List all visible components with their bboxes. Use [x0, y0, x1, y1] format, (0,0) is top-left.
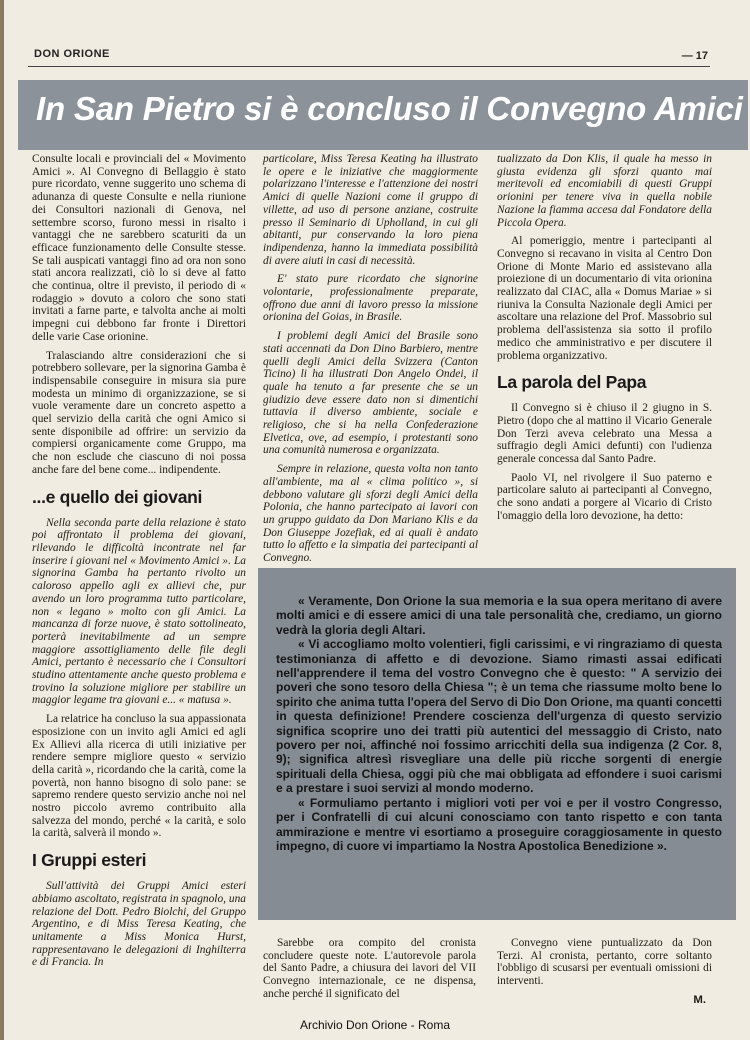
paragraph: E' stato pure ricordato che signorine volontarie, professionalmente preparate, offrono due anni di lavoro presso la missione orionina del Goias, in Brasile. — [263, 273, 478, 324]
header-rule — [28, 66, 710, 67]
subheading-gruppi-esteri: I Gruppi esteri — [32, 850, 147, 871]
paragraph: particolare, Miss Teresa Keating ha illustrato le opere e le iniziative che maggiormente polarizzano l'interesse e l'attenzione dei nostri Amici di quelle Nazioni come il gruppo di villette, ad uso di persone anziane, costruite presso il Seminario di Upholland, in cui gli abitanti, pur conservando la loro piena indipendenza, hanno la immediata possibilità di avere aiuti in casi di necessità. — [263, 153, 478, 267]
paragraph: Convegno viene puntualizzato da Don Terzi. Al cronista, pertanto, corre soltanto l'obbligo di scusarsi per eventuali omissioni di interventi. — [497, 937, 712, 988]
bottom-column-2 — [263, 937, 476, 1007]
bottom-column-3 — [497, 937, 712, 1007]
paragraph: Paolo VI, nel rivolgere il Suo paterno e particolare saluto ai partecipanti al Convegno, che sono andati a porgere al Vicario di Cristo l'omaggio della loro devozione, ha detto: — [497, 471, 712, 522]
article-title: In San Pietro si è concluso il Convegno Amici — [36, 90, 743, 127]
author-signature: M. — [693, 993, 706, 1006]
paragraph: Tralasciando altre considerazioni che si potrebbero sollevare, per la signorina Gamba è indispensabile conseguire in misura sia pure modesta un minimo di organizzazione, se si vuole veramente dare un concreto aspetto a quel servizio della carità che ogni Amico si sente disponibile ad offrire: un servizio da compiersi organicamente come Gruppo, ma che non esclude che ciascuno di noi possa anche fare del bene come... indipendente. — [32, 349, 246, 476]
paragraph: Nella seconda parte della relazione è stato poi affrontato il problema dei giovani, rilevando le difficoltà incontrate nel far inserire i giovani nel « Movimento Amici ». La signorina Gamba ha pertanto rivolto un caloroso appello agli ex allievi che, pur avendo un loro programma tutto particolare, non « legano » molto con gli Amici. La mancanza di forze nuove, è stato sottolineato, porterà inevitabilmente ad un sempre maggiore assottigliamento delle file degli Amici, pertanto è necessario che i Consultori studino attentamente anche questo problema e trovino la soluzione migliore per stabilire un maggior legame tra giovani e... « matusa ». — [32, 516, 246, 707]
column-1 — [32, 153, 246, 975]
page-number: — 17 — [681, 50, 708, 62]
paragraph: Il Convegno si è chiuso il 2 giugno in S. Pietro (dopo che al mattino il Vicario Generale Don Terzi aveva celebrato una Messa a suffragio degli Amici defunti) con l'udienza generale concessa dal Santo Padre. — [497, 402, 712, 466]
paragraph: Al pomeriggio, mentre i partecipanti al Convegno si recavano in visita al Centro Don Orione di Monte Mario ed assistevano alla proiezione di un documentario di vita orionina realizzato dal CIAC, alla « Domus Mariae » si riuniva la Consulta Nazionale degli Amici per ascoltare una relazione del Prof. Massobrio sul problema dell'assistenza sia sotto il profilo medico che amministrativo e per discutere il problema organizzativo. — [497, 235, 712, 362]
column-2 — [263, 153, 478, 590]
paragraph: I problemi degli Amici del Brasile sono stati accennati da Don Dino Barbiero, mentre quelli degli Amici della Svizzera (Canton Ticino) li ha illustrati Don Angelo Ondei, il quale ha tenuto a far presente che se un giudizio deve essere dato non si dimentichi tuttavia il diverso ambiente, sociale e religioso, che si ha nella Confederazione Elvetica, ove, ad esempio, i protestanti sono una comunità numerosa e organizzata. — [263, 330, 478, 457]
binding-gutter — [0, 0, 4, 1040]
paragraph: La relatrice ha concluso la sua appassionata esposizione con un invito agli Amici ed agli Ex Allievi alla ricerca di utili iniziative per rendere sempre migliore questo « servizio della carità », ricordando che la carità, come la povertà, non hanno bisogno di solo pane: se sapremo rendere questo servizio anche noi nel nostro piccolo avremo contribuito alla salvezza del mondo, perché « la carità, e solo la carità, salverà il mondo ». — [32, 713, 246, 840]
column-3 — [497, 153, 712, 529]
publication-name: DON ORIONE — [34, 48, 110, 60]
subheading-parola-papa: La parola del Papa — [497, 372, 647, 393]
quote-paragraph: « Veramente, Don Orione la sua memoria e la sua opera meritano di avere molti amici e di essere amici di una tale personalità che, crediamo, un giorno vedrà la gloria degli Altari. — [276, 594, 722, 637]
quote-paragraph: « Formuliamo pertanto i migliori voti per voi e per il vostro Congresso, per i Confratelli di cui alcuni conosciamo con tanto rispetto e con tanta ammirazione e mentre vi esortiamo a proseguire coraggiosamente in questo impegno, di cuore vi impartiamo la Nostra Apostolica Benedizione ». — [276, 795, 722, 853]
archive-footer — [0, 1018, 750, 1032]
papal-quote — [276, 594, 722, 853]
paragraph: Consulte locali e provinciali del « Movimento Amici ». Al Convegno di Bellaggio è stato pure ricordato, venne suggerito uno schema di adunanza di queste Consulte e nella riunione dei Consultori nazionali di Genova, nel settembre scorso, furono messi in risalto i vantaggi che ne sarebbero scaturiti da un efficace funzionamento delle Consulte stesse. Se tali auspicati vantaggi fino ad ora non sono stati ancora realizzati, ciò lo si deve al fatto che continua, oltre il previsto, il periodo di « rodaggio » dovuto a coloro che sono stati invitati a farne parte, e talvolta anche ai molti impegni cui debbono far fronte i Direttori delle varie Case orionine. — [32, 153, 246, 343]
subheading-giovani: ...e quello dei giovani — [32, 486, 203, 507]
quote-paragraph: « Vi accogliamo molto volentieri, figli carissimi, e vi ringraziamo di questa testimonianza di affetto e di devozione. Siamo rimasti assai edificati nell'apprendere il tema del vostro Convegno che è questo: " A servizio dei poveri che sono tesoro della Chiesa "; è un tema che riassume molto bene lo spirito che anima tutta l'opera del Servo di Dio Don Orione, ma quanti concetti in questa definizione! Prendere coscienza dell'urgenza di questo servizio significa scoprire uno dei tratti più autentici del messaggio di Cristo, nato povero per noi, affinché noi fossimo arricchiti della sua indigenza (2 Cor. 8, 9); significa altresì risvegliare una delle più ricche sorgenti di energie spirituali della Chiesa, oggi più che mai obbligata ad effondere i suoi carismi e a prestare i suoi servizi al mondo moderno. — [276, 637, 722, 796]
paragraph: Sarebbe ora compito del cronista concludere queste note. L'autorevole parola del Santo Padre, a chiusura dei lavori del VII Convegno internazionale, ce ne dispensa, anche perché il significato del — [263, 937, 476, 1000]
archive-label: Archivio Don Orione - Roma — [294, 1018, 456, 1032]
paragraph: tualizzato da Don Klis, il quale ha messo in giusta evidenza gli sforzi quanto mai meritevoli ed encomiabili di questi Gruppi orionini per tenere viva in quella nobile Nazione la fiamma accesa dal Fondatore della Piccola Opera. — [497, 153, 712, 229]
paragraph: Sempre in relazione, questa volta non tanto all'ambiente, ma al « clima politico », si debbono valutare gli sforzi degli Amici della Polonia, che hanno partecipato ai lavori con un gruppo guidato da Don Mariano Klis e da Don Giuseppe Jozefiak, ed ai quali è andato tutto lo affetto e la simpatia dei partecipanti al Convegno. — [263, 463, 478, 565]
paragraph: Sull'attività dei Gruppi Amici esteri abbiamo ascoltato, registrata in spagnolo, una relazione del Dott. Pedro Biolchi, del Gruppo Argentino, e di Miss Teresa Keating, che unitamente a Miss Monica Hurst, rappresentavano le delegazioni di Inghilterra e di Francia. In — [32, 880, 246, 969]
